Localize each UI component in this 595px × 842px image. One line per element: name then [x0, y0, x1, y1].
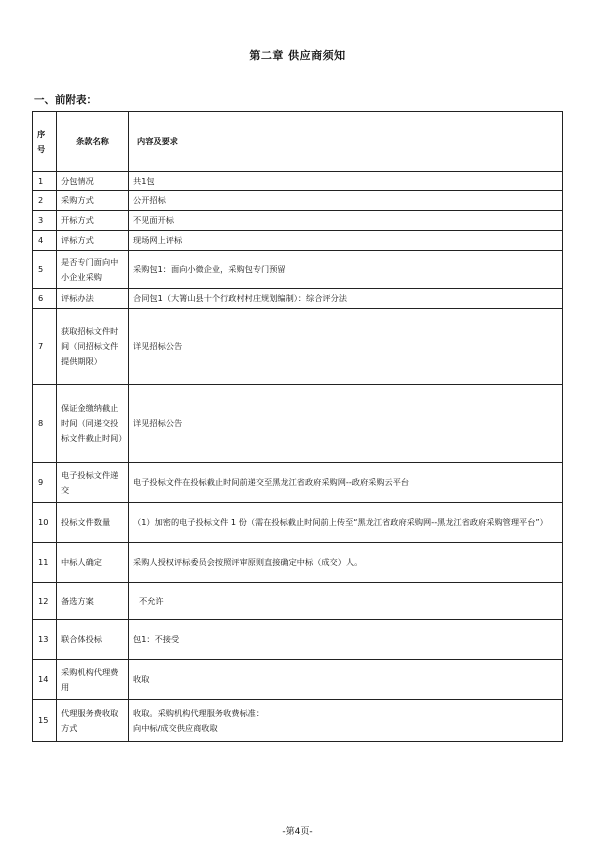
chapter-title: 第二章 供应商须知 — [249, 49, 346, 62]
table-row — [33, 211, 563, 231]
row-content: 公开招标 — [129, 191, 563, 211]
table-row — [33, 660, 563, 700]
row-content: 采购包1：面向小微企业，采购包专门预留 — [129, 251, 563, 289]
row-content: 详见招标公告 — [129, 385, 563, 463]
header-content: 内容及要求 — [129, 112, 563, 172]
row-no: 15 — [33, 700, 57, 742]
row-no: 14 — [33, 660, 57, 700]
pre-table — [32, 111, 563, 742]
table-row — [33, 385, 563, 463]
table-row — [33, 289, 563, 309]
row-item: 电子投标文件递交 — [57, 463, 129, 503]
row-no: 6 — [33, 289, 57, 309]
table-row — [33, 543, 563, 583]
row-no: 1 — [33, 172, 57, 191]
row-no: 3 — [33, 211, 57, 231]
row-item: 代理服务费收取方式 — [57, 700, 129, 742]
header-no: 序号 — [33, 112, 57, 172]
page-number: -第4页- — [282, 827, 313, 837]
row-item: 评标办法 — [57, 289, 129, 309]
table-row — [33, 463, 563, 503]
row-no: 10 — [33, 503, 57, 543]
row-item: 采购机构代理费用 — [57, 660, 129, 700]
row-no: 9 — [33, 463, 57, 503]
table-row — [33, 309, 563, 385]
row-content-line2: 向中标/成交供应商收取 — [133, 722, 218, 733]
table-row — [33, 191, 563, 211]
table-row — [33, 503, 563, 543]
row-content: （1）加密的电子投标文件 1 份（需在投标截止时间前上传至“黑龙江省政府采购网--黑龙江省政府采购管理平台”） — [129, 503, 563, 543]
row-content: 收取 — [129, 660, 563, 700]
row-item: 保证金缴纳截止时间（同递交投标文件截止时间） — [57, 385, 129, 463]
row-item: 评标方式 — [57, 231, 129, 251]
row-no: 4 — [33, 231, 57, 251]
row-content: 电子投标文件在投标截止时间前递交至黑龙江省政府采购网--政府采购云平台 — [129, 463, 563, 503]
header-item: 条款名称 — [57, 112, 129, 172]
row-content: 详见招标公告 — [129, 309, 563, 385]
row-content: 现场网上评标 — [129, 231, 563, 251]
row-no: 7 — [33, 309, 57, 385]
table-row — [33, 251, 563, 289]
section-title: 一、前附表： — [34, 94, 97, 106]
table-row — [33, 700, 563, 742]
row-no: 5 — [33, 251, 57, 289]
table-header-row — [33, 112, 563, 172]
row-item: 获取招标文件时间（同招标文件提供期限） — [57, 309, 129, 385]
row-item: 备选方案 — [57, 583, 129, 620]
row-item: 投标文件数量 — [57, 503, 129, 543]
row-no: 13 — [33, 620, 57, 660]
row-content: 不见面开标 — [129, 211, 563, 231]
row-content: 不允许 — [129, 583, 563, 620]
row-no: 2 — [33, 191, 57, 211]
row-no: 8 — [33, 385, 57, 463]
row-item: 开标方式 — [57, 211, 129, 231]
table-row — [33, 172, 563, 191]
row-item: 联合体投标 — [57, 620, 129, 660]
row-content: 包1：不接受 — [129, 620, 563, 660]
row-item: 是否专门面向中小企业采购 — [57, 251, 129, 289]
row-no: 11 — [33, 543, 57, 583]
row-content: 采购人授权评标委员会按照评审原则直接确定中标（成交）人。 — [129, 543, 563, 583]
row-item: 分包情况 — [57, 172, 129, 191]
row-content-cell — [129, 700, 563, 742]
row-no: 12 — [33, 583, 57, 620]
row-item: 中标人确定 — [57, 543, 129, 583]
row-content: 共1包 — [129, 172, 563, 191]
row-content: 收取。采购机构代理服务收费标准： — [133, 707, 265, 718]
row-item: 采购方式 — [57, 191, 129, 211]
table-row — [33, 620, 563, 660]
row-content: 合同包1（大箐山县十个行政村村庄规划编制）：综合评分法 — [129, 289, 563, 309]
table-row — [33, 231, 563, 251]
table-row — [33, 583, 563, 620]
